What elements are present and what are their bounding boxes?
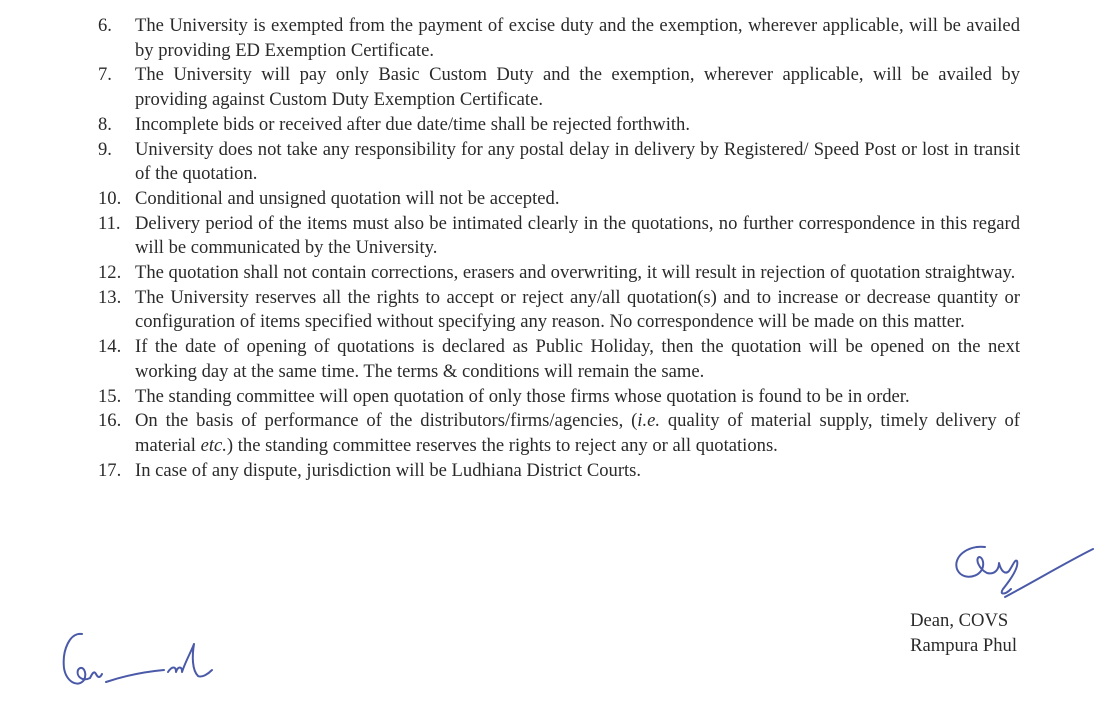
list-item	[98, 14, 1020, 63]
item-text: The University is exempted from the payment of excise duty and the exemption, wherever applicable, will be availed by providing ED Exemption Certificate.	[135, 15, 1020, 61]
item-number: 9.	[98, 138, 112, 160]
signatory-title: Dean, COVS	[910, 610, 1009, 631]
item-text: Delivery period of the items must also be intimated clearly in the quotations, no further correspondence in this regard will be communicated by the University.	[135, 212, 1020, 259]
list-item	[98, 335, 1020, 384]
list-item	[98, 63, 1020, 112]
item-number: 10.	[98, 187, 122, 209]
list-item	[98, 212, 1020, 261]
item-number: 12.	[98, 262, 122, 284]
item-number: 8.	[98, 113, 112, 135]
item-text-part: quality of material supply, timely delivery of material	[135, 410, 1021, 456]
item-text-italic: etc.	[200, 434, 227, 456]
list-item	[98, 286, 1020, 335]
list-item	[98, 187, 1020, 212]
item-text: Incomplete bids or received after due date/time shall be rejected forthwith.	[135, 113, 690, 135]
item-number: 7.	[98, 64, 112, 86]
list-item	[98, 409, 1020, 458]
item-text: The University will pay only Basic Custom Duty and the exemption, wherever applicable, will be availed by providing against Custom Duty Exemption Certificate.	[135, 64, 1020, 111]
item-text: The standing committee will open quotation of only those firms whose quotation is found to be in order.	[135, 385, 910, 407]
item-number: 17.	[98, 459, 122, 481]
list-item	[98, 261, 1020, 286]
left-signature	[52, 620, 232, 705]
item-text: The University reserves all the rights to accept or reject any/all quotation(s) and to increase or decrease quantity or configuration of items specified without specifying any reason. No correspondence will be made on this matter.	[135, 286, 1020, 333]
item-number: 15.	[98, 385, 122, 407]
dean-signature	[945, 535, 1095, 610]
item-text: University does not take any responsibility for any postal delay in delivery by Registered/ Speed Post or lost in transit of the quotation.	[135, 138, 1020, 185]
item-number: 6.	[98, 15, 112, 36]
item-text-part: ) the standing committee reserves the rights to reject any or all quotations.	[226, 434, 778, 456]
list-item	[98, 113, 1020, 138]
item-number: 16.	[98, 410, 122, 432]
item-number: 14.	[98, 336, 122, 358]
item-text-italic: i.e.	[637, 410, 660, 432]
list-item	[98, 385, 1020, 410]
item-text: In case of any dispute, jurisdiction will be Ludhiana District Courts.	[135, 459, 642, 481]
signatory-block	[910, 608, 1017, 658]
item-text	[135, 409, 1020, 458]
list-item	[98, 459, 1020, 484]
terms-list	[98, 14, 1020, 483]
item-text: Conditional and unsigned quotation will not be accepted.	[135, 187, 560, 209]
signatory-place: Rampura Phul	[910, 635, 1017, 656]
item-number: 13.	[98, 286, 122, 308]
item-number: 11.	[98, 212, 121, 234]
item-text: If the date of opening of quotations is declared as Public Holiday, then the quotation will be opened on the next working day at the same time. The terms & conditions will remain the same.	[135, 336, 1020, 382]
list-item	[98, 138, 1020, 187]
item-text: The quotation shall not contain corrections, erasers and overwriting, it will result in rejection of quotation straightway.	[135, 262, 1016, 284]
item-text-part: On the basis of performance of the distributors/firms/agencies, (	[135, 410, 638, 432]
